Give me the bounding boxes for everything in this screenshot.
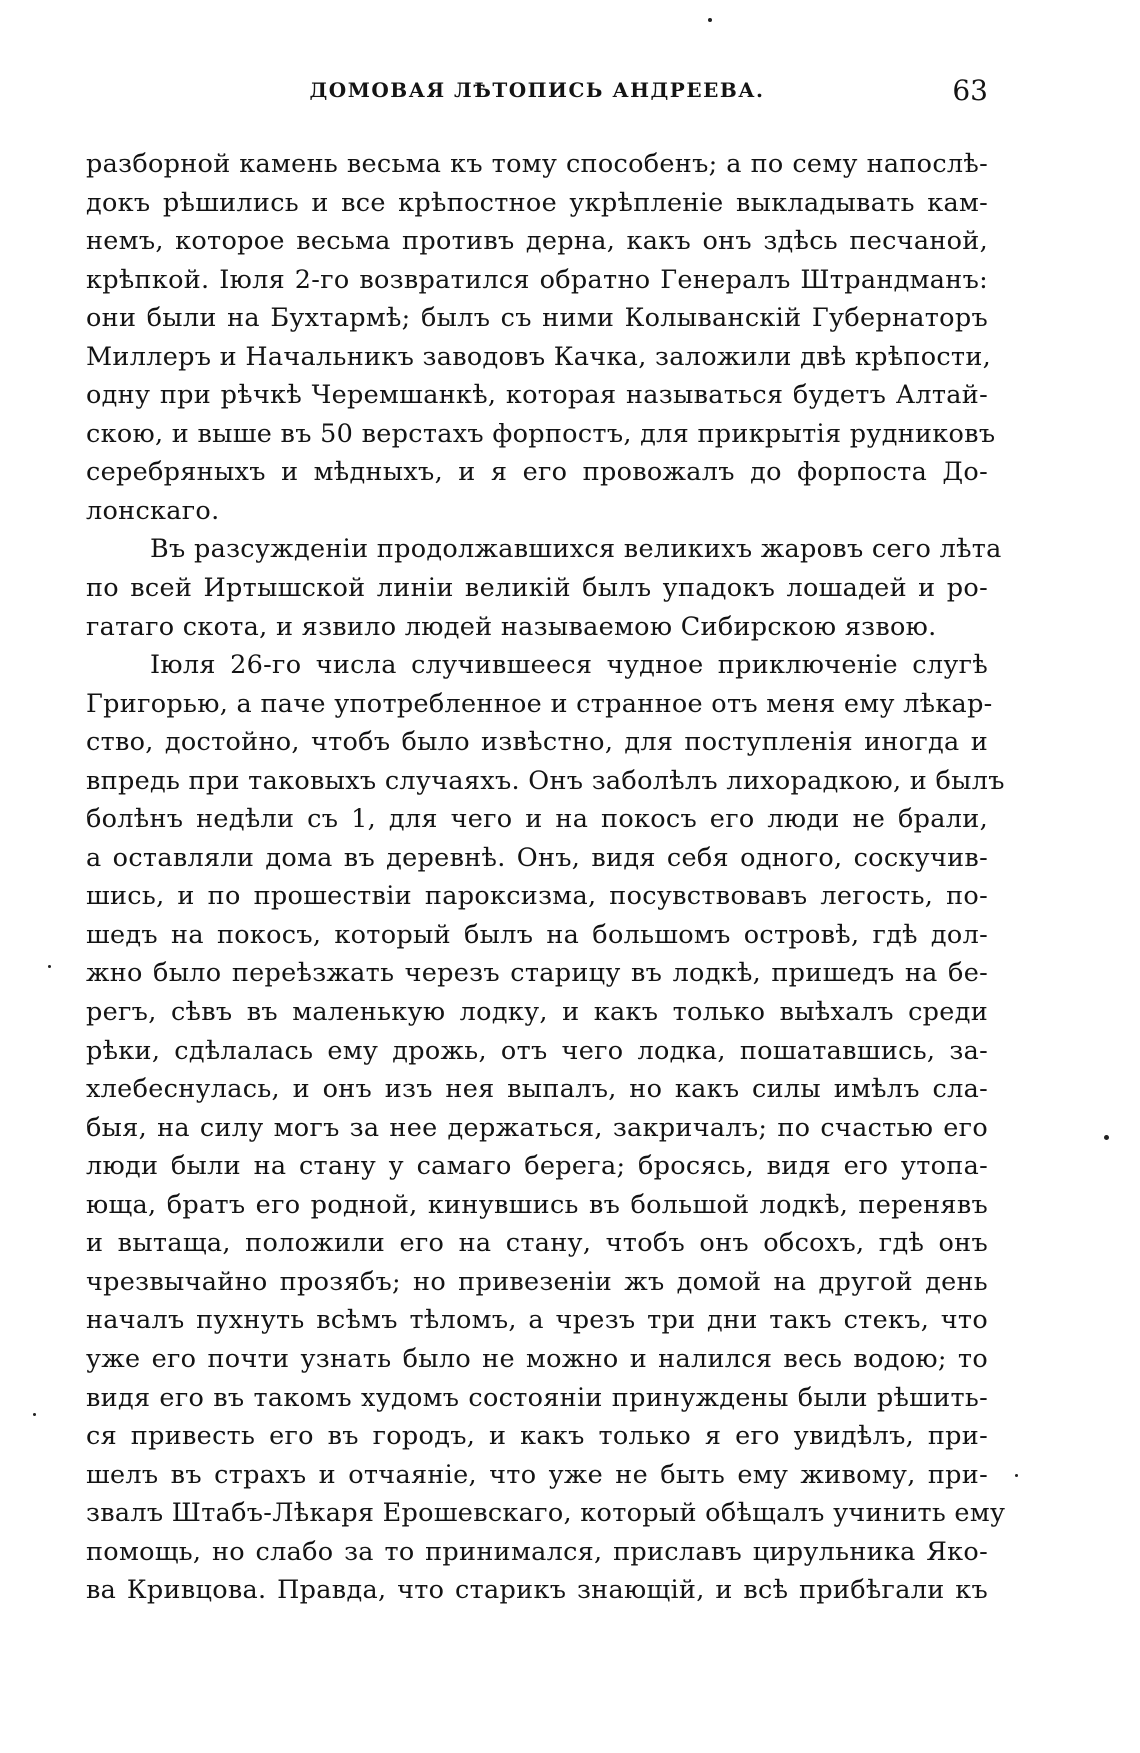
- text-line: уже его почти узнать было не можно и налился весь водою; то: [86, 1343, 988, 1374]
- text-line: быя, на силу могъ за нее держаться, закричалъ; по счастью его: [86, 1112, 988, 1143]
- text-line: они были на Бухтармѣ; былъ съ ними Колыванскій Губернаторъ: [86, 303, 988, 334]
- page-number: 63: [952, 74, 988, 107]
- text-line: ва Кривцова. Правда, что старикъ знающій, и всѣ прибѣгали къ: [86, 1575, 988, 1606]
- text-line: и вытаща, положили его на стану, чтобъ онъ обсохъ, гдѣ онъ: [86, 1228, 988, 1259]
- paragraph: [86, 646, 1006, 1610]
- text-line: гатаго скота, и язвило людей называемою Сибирскою язвою.: [86, 611, 937, 642]
- text-line: разборной камень весьма къ тому способенъ; а по сему напослѣ-: [86, 149, 988, 179]
- scan-speck: [33, 1413, 36, 1416]
- text-line: впредь при таковыхъ случаяхъ. Онъ заболѣлъ лихорадкою, и былъ: [86, 765, 1005, 796]
- text-line: серебряныхъ и мѣдныхъ, и я его провожалъ до форпоста До-: [86, 457, 988, 488]
- text-line: чрезвычайно прозябъ; но привезеніи жъ домой на другой день: [86, 1266, 988, 1297]
- text-line: помощь, но слабо за то принимался, приславъ цирульника Яко-: [86, 1536, 988, 1567]
- text-line: крѣпкой. Іюля 2-го возвратился обратно Генералъ Штрандманъ:: [86, 264, 988, 295]
- text-line: а оставляли дома въ деревнѣ. Онъ, видя себя одного, соскучив-: [86, 842, 988, 873]
- text-line: жно было переѣзжать черезъ старицу въ лодкѣ, пришедъ на бе-: [86, 958, 988, 989]
- paragraph: [86, 530, 1002, 646]
- text-line: рѣки, сдѣлалась ему дрожь, отъ чего лодка, пошатавшись, за-: [86, 1035, 988, 1066]
- text-line: ство, достойно, чтобъ было извѣстно, для поступленія иногда и: [86, 727, 988, 758]
- text-line: Въ разсужденіи продолжавшихся великихъ жаровъ сего лѣта: [150, 534, 1002, 565]
- text-line: докъ рѣшились и все крѣпостное укрѣпленіе выкладывать кам-: [86, 187, 988, 218]
- text-line: по всей Иртышской линіи великій былъ упадокъ лошадей и ро-: [86, 573, 988, 604]
- text-line: звалъ Штабъ-Лѣкаря Ерошевскаго, который обѣщалъ учинить ему: [86, 1498, 1006, 1529]
- text-line: хлебеснулась, и онъ изъ нея выпалъ, но какъ силы имѣлъ сла-: [86, 1074, 988, 1105]
- scan-speck: [1015, 1474, 1018, 1477]
- text-line: шелъ въ страхъ и отчаяніе, что уже не быть ему живому, при-: [86, 1459, 988, 1490]
- page-header: [86, 74, 988, 114]
- text-line: Григорью, а паче употребленное и странное отъ меня ему лѣкар-: [86, 688, 993, 719]
- text-line: немъ, которое весьма противъ дерна, какъ онъ здѣсь песчаной,: [86, 226, 988, 257]
- text-line: Іюля 26-го числа случившееся чудное приключеніе слугѣ: [150, 650, 988, 681]
- text-line: юща, братъ его родной, кинувшись въ большой лодкѣ, перенявъ: [86, 1189, 988, 1220]
- text-line: шись, и по прошествіи пароксизма, посувствовавъ легость, по-: [86, 881, 988, 912]
- text-line: Миллеръ и Начальникъ заводовъ Качка, заложили двѣ крѣпости,: [86, 341, 992, 372]
- text-line: видя его въ такомъ худомъ состояніи принуждены были рѣшить-: [86, 1382, 988, 1413]
- scan-speck: [48, 965, 51, 968]
- text-line: лонскаго.: [86, 495, 220, 526]
- body-text: [86, 145, 1006, 1610]
- scan-speck: [1104, 1135, 1109, 1140]
- text-line: началъ пухнуть всѣмъ тѣломъ, а чрезъ три дни такъ стекъ, что: [86, 1305, 988, 1336]
- text-line: болѣнъ недѣли съ 1, для чего и на покосъ его люди не брали,: [86, 804, 988, 835]
- text-line: шедъ на покосъ, который былъ на большомъ островѣ, гдѣ дол-: [86, 919, 988, 950]
- text-line: скою, и выше въ 50 верстахъ форпостъ, для прикрытія рудниковъ: [86, 418, 996, 449]
- text-line: люди были на стану у самаго берега; бросясь, видя его утопа-: [86, 1151, 988, 1182]
- text-line: регъ, сѣвъ въ маленькую лодку, и какъ только выѣхалъ среди: [86, 997, 988, 1028]
- text-line: одну при рѣчкѣ Черемшанкѣ, которая называться будетъ Алтай-: [86, 380, 988, 411]
- text-line: ся привесть его въ городъ, и какъ только я его увидѣлъ, при-: [86, 1421, 988, 1452]
- running-title: ДОМОВАЯ ЛѢТОПИСЬ АНДРЕЕВА.: [309, 78, 765, 102]
- scan-speck: [708, 18, 712, 22]
- paragraph: [86, 145, 996, 530]
